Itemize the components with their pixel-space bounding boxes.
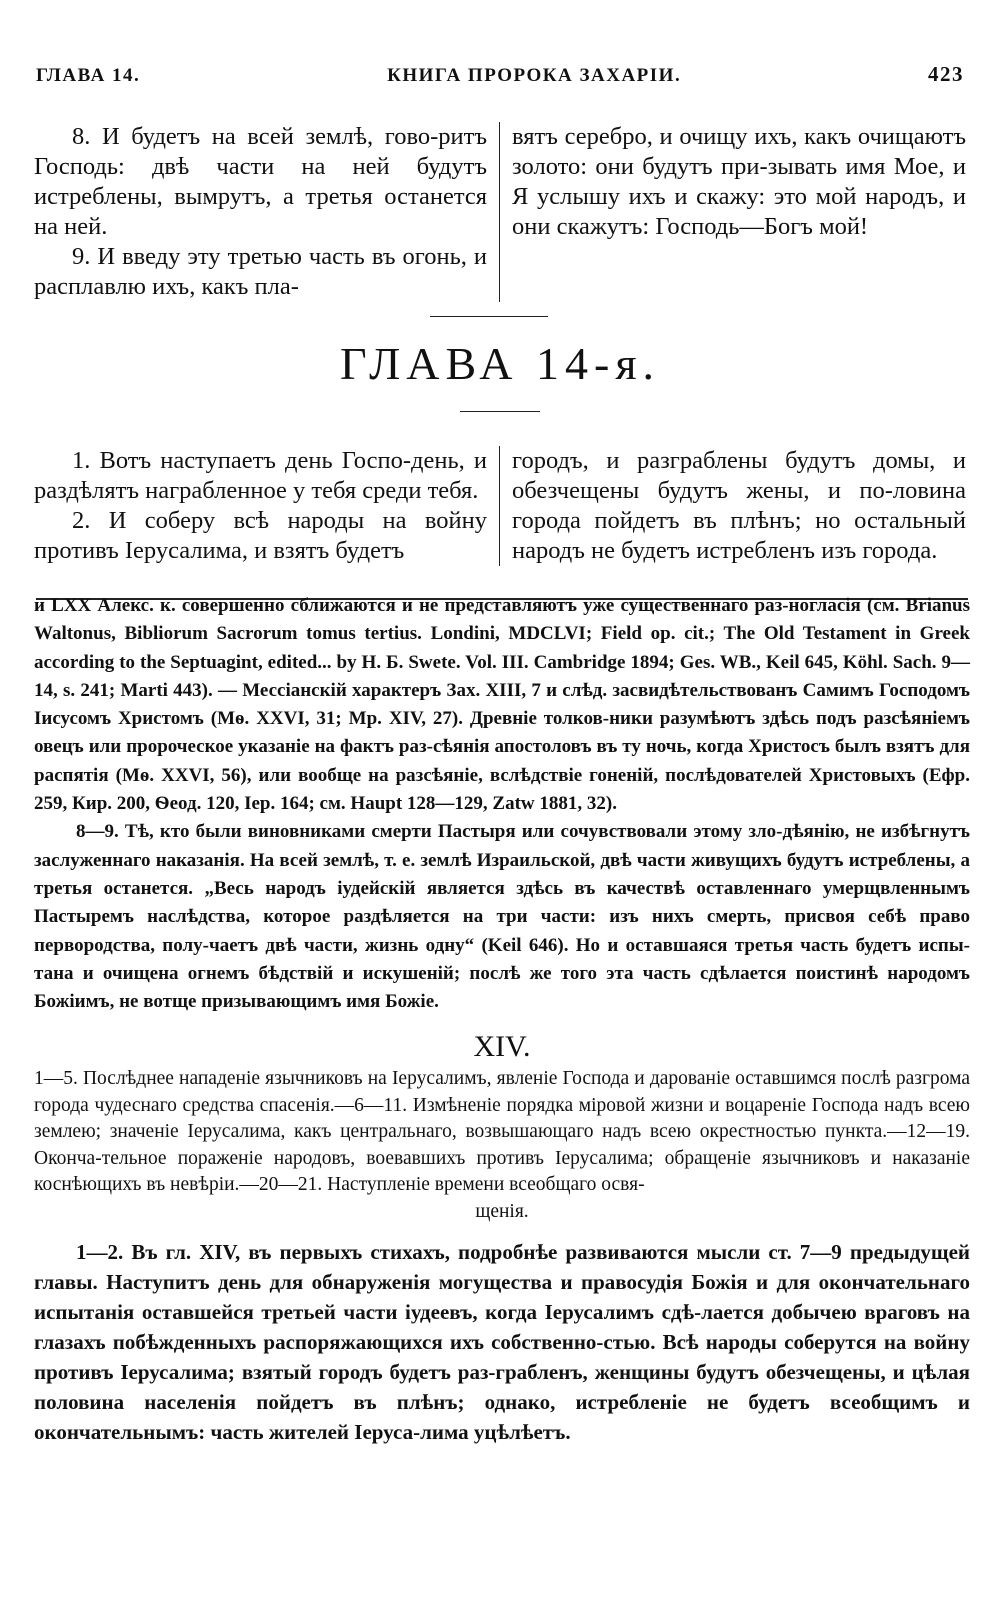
commentary bbox=[34, 592, 970, 1447]
running-head-book-title: КНИГА ПРОРОКА ЗАХАРІИ. bbox=[387, 65, 682, 86]
verses-13-8-9 bbox=[34, 122, 966, 302]
commentary-paragraph-8-9: 8—9. Тѣ, кто были виновниками смерти Пастыря или сочувствовали этому зло-дѣянію, не избѣгнутъ заслуженнаго наказанія. На всей землѣ, т. е. землѣ Израильской, двѣ части живущихъ будутъ истреблены, а третья останется. „Весь народъ іудейскій является здѣсь въ качествѣ оставленнаго умерщвленнымъ Пастыремъ наслѣдства, которое раздѣляется на три части: изъ нихъ смерть, присвоя себѣ право первородства, полу-чаетъ двѣ части, жизнь одну“ (Keil 646). Но и оставшаяся третья часть будетъ испы-тана и очищена огнемъ бѣдствій и искушеній; послѣ же того эта часть сдѣлается поистинѣ народомъ Божіимъ, не вотще призывающимъ имя Божіе. bbox=[34, 821, 970, 1013]
commentary-paragraph-1: и LXX Алекс. к. совершенно сближаются и не представляютъ уже существеннаго раз-ногласія (см. Brianus Waltonus, Bibliorum Sacrorum tomus tertius. Londini, MDCLVI; Field op. cit.; The Old Testament in Greek according to the Septuagint, edited... by H. Б. Swete. Vol. III. Cambridge 1894; Ges. WB., Keil 645, Köhl. Sach. 9—14, s. 241; Marti 443). — Мессіанскій характеръ Зах. XIII, 7 и слѣд. засвидѣтельствованъ Самимъ Господомъ Іисусомъ Христомъ (Мѳ. XXVI, 31; Мр. XIV, 27). Древніе толков-ники разумѣютъ здѣсь подъ разсѣяніемъ овецъ или пророческое указаніе на фактъ раз-сѣянія апостоловъ въ ту ночь, когда Христосъ былъ взятъ для распятія (Мѳ. XXVI, 56), или вообще на разсѣяніе, вслѣдствіе гоненій, послѣдователей Христовыхъ (Ефр. 259, Кир. 200, Ѳеод. 120, Іер. 164; см. Haupt 128—129, Zatw 1881, 32). bbox=[34, 595, 970, 815]
verse-14-2-start: 2. И соберу всѣ народы на войну противъ Іерусалима, и взятъ будетъ bbox=[34, 507, 487, 564]
page-number: 423 bbox=[928, 62, 964, 86]
verse-13-9-end: вятъ серебро, и очищу ихъ, какъ очищаютъ золото: они будутъ при-зывать имя Мое, и Я услышу ихъ и скажу: это мой народъ, и они скажутъ: Господь—Богъ мой! bbox=[512, 123, 966, 240]
divider-above-title bbox=[430, 316, 548, 317]
verse-14-2-end: городъ, и разграблены будутъ домы, и обезчещены будутъ жены, и по-ловина города пойдетъ въ плѣнъ; но остальный народъ не будетъ истребленъ изъ города. bbox=[512, 447, 966, 564]
chapter-title: ГЛАВА 14-я. bbox=[339, 338, 661, 389]
verse-column-left bbox=[34, 122, 500, 302]
verse-13-9-start: 9. И введу эту третью часть въ огонь, и расплавлю ихъ, какъ пла- bbox=[34, 243, 487, 300]
verse-column-left bbox=[34, 446, 500, 566]
verse-13-8: 8. И будетъ на всей землѣ, гово-ритъ Господь: двѣ части на ней будутъ истреблены, вымрутъ, а третья останется на ней. bbox=[34, 123, 487, 240]
divider-below-title bbox=[460, 411, 540, 412]
chapter-summary: 1—5. Послѣднее нападеніе язычниковъ на Іерусалимъ, явленіе Господа и дарованіе оставшимся послѣ разгрома города чудеснаго средства спасенія.—6—11. Измѣненіе порядка міровой жизни и воцареніе Господа надъ всею землею; значеніе Іерусалима, какъ центральнаго, возвышающаго надъ всею окрестностью пункта.—12—19. Оконча-тельное пораженіе народовъ, воевавшихъ противъ Іерусалима; обращеніе язычниковъ и наказаніе коснѣющихъ въ невѣріи.—20—21. Наступленіе времени всеобщаго освя- bbox=[34, 1068, 970, 1196]
running-head-chapter: ГЛАВА 14. bbox=[36, 65, 141, 86]
verse-column-right bbox=[500, 122, 966, 302]
verse-14-1: 1. Вотъ наступаетъ день Госпо-день, и раздѣлятъ награбленное у тебя среди тебя. bbox=[34, 447, 487, 504]
verses-14-1-2 bbox=[34, 446, 966, 566]
spacer bbox=[34, 1225, 970, 1237]
chapter-summary-end: щенія. bbox=[475, 1200, 529, 1222]
section-number: XIV. bbox=[473, 1030, 531, 1064]
running-head bbox=[36, 62, 964, 87]
commentary-paragraph-1-2: 1—2. Въ гл. XIV, въ первыхъ стихахъ, подробнѣе развиваются мысли ст. 7—9 предыдущей главы. Наступитъ день для обнаруженія могущества и правосудія Божія и для окончательнаго испытанія оставшейся третьей части іудеевъ, когда Іерусалимъ сдѣ-лается добычею враговъ на глазахъ побѣжденныхъ распоряжающихся ихъ собственно-стью. Всѣ народы соберутся на войну противъ Іерусалима; взятый городъ будетъ раз-грабленъ, женщины будутъ обезчещены, и цѣлая половина населенія пойдетъ въ плѣнъ; однако, истребленіе не будетъ всеобщимъ и окончательнымъ: часть жителей Іеруса-лима уцѣлѣетъ. bbox=[34, 1240, 970, 1445]
verse-column-right bbox=[500, 446, 966, 566]
